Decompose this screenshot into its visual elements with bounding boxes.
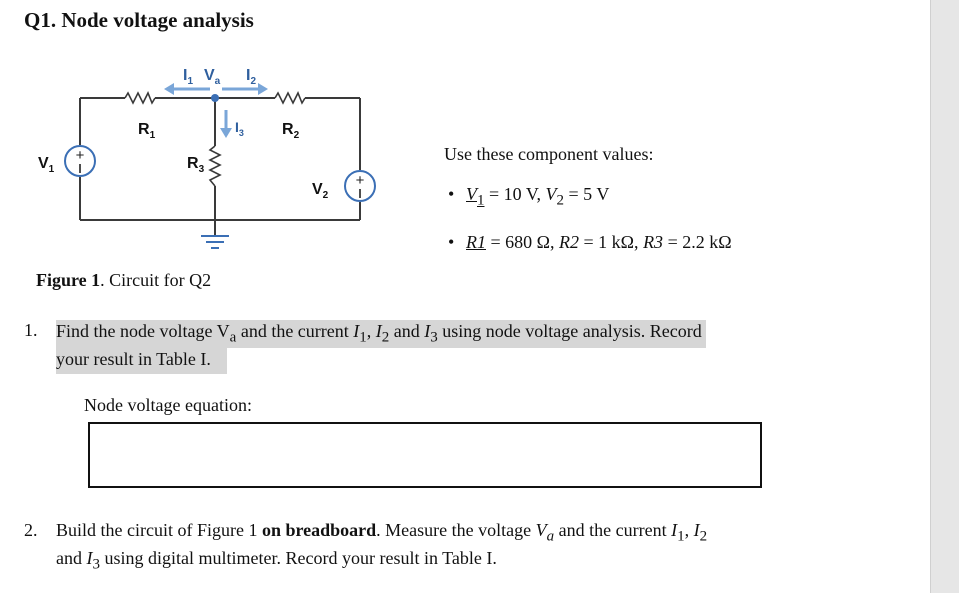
question-2-text-line1: Build the circuit of Figure 1 on breadboard. Measure the voltage $V_a$ and the current $I_1$, $I_2$ [56,520,708,545]
question-1-text-line1[interactable]: Find the node voltage $V_a$ and the current $I_1$, $I_2$ and $I_3$ using node voltage analysis. Record [56,320,706,348]
component-values-heading: Use these component values: [444,144,654,164]
resistor-r1 [125,93,155,103]
component-voltages-line: • $V_1 = 10$ V, $V_2 = 5$ V [448,184,610,209]
component-resistors-line: • R1 = 680 Ω, R2 = 1 kΩ, R3 = 2.2 kΩ [448,232,732,252]
label-v1: $V_1$ [38,155,55,175]
label-i1: $I_1$ [183,67,194,87]
question-1-number: 1. [24,320,38,340]
question-1-text-line2[interactable]: your result in Table I. [56,348,227,374]
ground-symbol [201,236,229,248]
label-r1: $R_1$ [138,121,156,141]
page-title: Q1. Node voltage analysis [24,8,254,32]
circuit-wires [80,98,360,236]
v2-plus-sign: + [355,172,365,189]
question-2-number: 2. [24,520,38,540]
label-va: $V_a$ [204,67,221,87]
circuit-diagram [38,58,390,258]
vertical-scrollbar[interactable] [930,0,959,593]
question-2-text-line2: and $I_3$ using digital multimeter. Record your result in Table I. [56,548,497,573]
label-i3: $I_3$ [235,119,244,138]
v1-plus-sign: + [75,147,85,164]
equation-answer-box[interactable] [88,422,762,488]
bullet-icon: • [448,232,455,252]
resistor-r3 [210,146,220,186]
bullet-icon: • [448,184,455,204]
equation-label: Node voltage equation: [84,395,252,415]
label-r2: $R_2$ [282,121,300,141]
figure-caption: Figure 1. Circuit for Q2 [36,270,212,290]
label-i2: $I_2$ [246,67,257,87]
label-r3: $R_3$ [187,155,205,175]
label-v2: $V_2$ [312,181,329,201]
resistor-r2 [275,93,305,103]
node-a-dot [211,94,219,102]
